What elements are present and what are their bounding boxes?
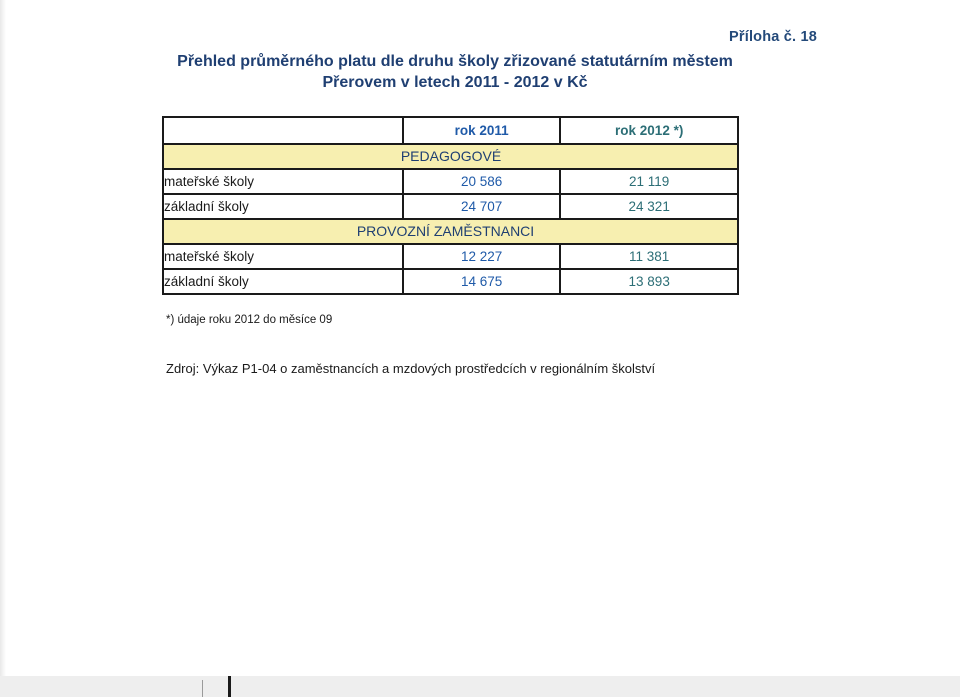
scan-bottom-tick <box>202 680 203 697</box>
header-empty-cell <box>163 117 403 144</box>
value-2012: 13 893 <box>560 269 738 294</box>
scan-left-edge <box>0 0 6 697</box>
row-label: základní školy <box>163 194 403 219</box>
section-heading: PROVOZNÍ ZAMĚSTNANCI <box>356 223 535 239</box>
table-header-row <box>163 117 738 144</box>
footnote: *) údaje roku 2012 do měsíce 09 <box>166 314 333 326</box>
table-row <box>163 269 738 294</box>
table-row <box>163 194 738 219</box>
page-title <box>110 51 800 93</box>
value-2012: 21 119 <box>560 169 738 194</box>
scan-bottom-bar <box>228 676 231 697</box>
row-label: mateřské školy <box>163 169 403 194</box>
header-2012: rok 2012 *) <box>560 117 738 144</box>
row-label: základní školy <box>163 269 403 294</box>
value-2011: 14 675 <box>403 269 561 294</box>
section-row-pedagogove <box>163 144 738 169</box>
source-note: Zdroj: Výkaz P1-04 o zaměstnancích a mzdových prostředcích v regionálním školství <box>166 361 656 376</box>
value-2011: 12 227 <box>403 244 561 269</box>
table-row <box>163 244 738 269</box>
value-2012: 24 321 <box>560 194 738 219</box>
value-2011: 20 586 <box>403 169 561 194</box>
scan-bottom-band <box>0 676 960 697</box>
title-line-2: Přerovem v letech 2011 - 2012 v Kč <box>322 74 588 91</box>
title-line-1: Přehled průměrného platu dle druhu školy zřizované statutárním městem <box>177 53 733 70</box>
section-heading: PEDAGOGOVÉ <box>400 148 502 164</box>
table-row <box>163 169 738 194</box>
row-label: mateřské školy <box>163 244 403 269</box>
salary-table <box>162 116 739 295</box>
annex-label: Příloha č. 18 <box>729 29 818 45</box>
value-2011: 24 707 <box>403 194 561 219</box>
value-2012: 11 381 <box>560 244 738 269</box>
header-2011: rok 2011 <box>403 117 561 144</box>
section-row-provozni <box>163 219 738 244</box>
